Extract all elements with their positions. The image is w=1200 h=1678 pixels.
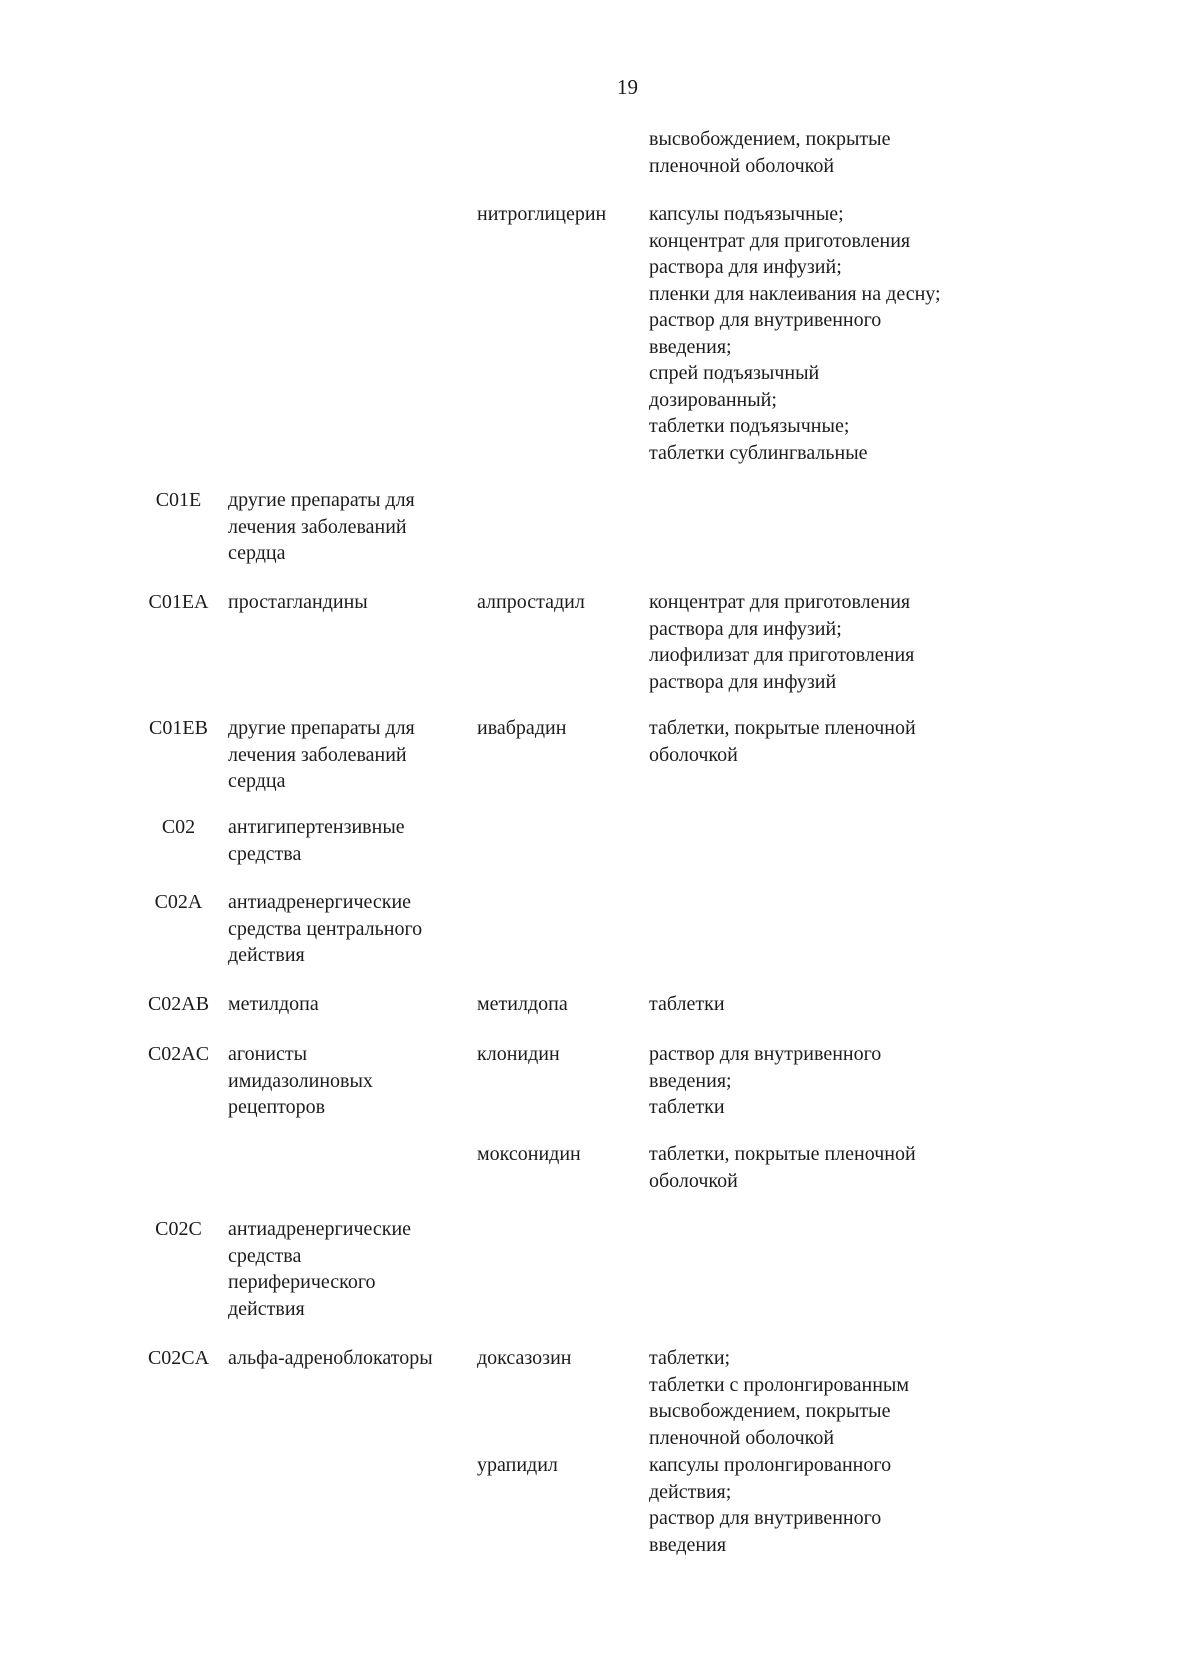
dosage-forms: [649, 201, 1009, 466]
pharmacological-group: [228, 589, 468, 616]
group-line: рецепторов: [228, 1096, 326, 1118]
drug-name: алпростадил: [477, 591, 585, 613]
group-line: средства центрального: [228, 917, 423, 940]
dosage-form-line: лиофилизат для приготовления: [649, 644, 915, 666]
dosage-forms: [649, 126, 1009, 179]
dosage-form-line: раствор для внутривенного: [649, 1507, 882, 1529]
page-number: 19: [617, 75, 638, 99]
dosage-forms: [649, 991, 1009, 1018]
atc-code: C02: [161, 816, 196, 838]
dosage-form-line: пленочной оболочкой: [649, 1426, 835, 1449]
group-line: имидазолиновых: [228, 1069, 373, 1092]
drug-name: клонидин: [477, 1043, 560, 1065]
pharmacological-group: [228, 1041, 468, 1121]
dosage-form-line: пленочной оболочкой: [649, 154, 835, 177]
group-line: средства: [228, 842, 302, 865]
group-line: метилдопа: [228, 993, 319, 1015]
dosage-form-line: раствора для инфузий;: [649, 256, 842, 278]
group-line: сердца: [228, 542, 286, 564]
dosage-form-line: спрей подъязычный: [649, 362, 820, 384]
dosage-form-line: введения: [649, 1533, 727, 1556]
dosage-form-line: таблетки: [649, 1096, 725, 1118]
dosage-form-line: таблетки: [649, 993, 725, 1015]
atc-code: C02AC: [147, 1043, 210, 1065]
group-line: действия: [228, 944, 305, 966]
dosage-form-line: капсулы подъязычные;: [649, 203, 844, 225]
pharmacological-group: [228, 487, 468, 567]
pharmacological-group: [228, 1345, 468, 1372]
group-line: лечения заболеваний: [228, 743, 407, 766]
drug-name: ивабрадин: [477, 717, 567, 739]
group-line: другие препараты для: [228, 489, 415, 511]
dosage-forms: [649, 1345, 1009, 1451]
dosage-forms: [649, 1452, 1009, 1558]
drug-name: доксазозин: [477, 1347, 572, 1369]
group-line: другие препараты для: [228, 717, 415, 739]
atc-code: C02A: [154, 891, 203, 913]
dosage-form-line: таблетки подъязычные;: [649, 415, 850, 437]
group-line: агонисты: [228, 1043, 308, 1065]
dosage-forms: [649, 1041, 1009, 1121]
pharmacological-group: [228, 991, 468, 1018]
dosage-form-line: раствора для инфузий;: [649, 617, 842, 640]
group-line: антиадренергические: [228, 1218, 412, 1240]
dosage-form-line: введения;: [649, 335, 732, 358]
group-line: альфа-адреноблокаторы: [228, 1347, 433, 1369]
drug-name: нитроглицерин: [477, 203, 607, 225]
dosage-form-line: концентрат для приготовления: [649, 229, 911, 252]
group-line: средства: [228, 1244, 302, 1267]
pharmacological-group: [228, 715, 468, 795]
group-line: антигипертензивные: [228, 816, 405, 838]
dosage-form-line: дозированный;: [649, 388, 777, 411]
drug-name: урапидил: [477, 1454, 558, 1476]
atc-code: C01E: [155, 489, 202, 511]
dosage-form-line: раствора для инфузий: [649, 670, 837, 693]
dosage-form-line: таблетки, покрытые пленочной: [649, 717, 916, 739]
dosage-form-line: концентрат для приготовления: [649, 591, 911, 613]
atc-code: C02AB: [147, 993, 210, 1015]
group-line: простагландины: [228, 591, 368, 613]
dosage-forms: [649, 1141, 1009, 1194]
dosage-form-line: таблетки;: [649, 1347, 731, 1369]
dosage-form-line: высвобождением, покрытые: [649, 128, 891, 150]
dosage-form-line: раствор для внутривенного: [649, 309, 882, 331]
dosage-form-line: капсулы пролонгированного: [649, 1454, 892, 1476]
dosage-form-line: таблетки сублингвальные: [649, 441, 868, 464]
atc-code: C02C: [155, 1218, 202, 1240]
group-line: сердца: [228, 770, 286, 792]
dosage-form-line: оболочкой: [649, 743, 738, 766]
dosage-forms: [649, 589, 1009, 695]
pharmacological-group: [228, 889, 468, 969]
dosage-form-line: пленки для наклеивания на десну;: [649, 282, 941, 305]
dosage-forms: [649, 715, 1009, 768]
pharmacological-group: [228, 1216, 468, 1322]
dosage-form-line: оболочкой: [649, 1169, 738, 1192]
group-line: действия: [228, 1297, 305, 1320]
atc-code: C01EA: [148, 591, 209, 613]
dosage-form-line: раствор для внутривенного: [649, 1043, 882, 1065]
atc-code: C02CA: [147, 1347, 210, 1369]
dosage-form-line: таблетки, покрытые пленочной: [649, 1143, 916, 1165]
group-line: периферического: [228, 1271, 376, 1293]
atc-code: C01EB: [149, 717, 208, 739]
dosage-form-line: таблетки с пролонгированным: [649, 1373, 910, 1396]
pharmacological-group: [228, 814, 468, 867]
dosage-form-line: введения;: [649, 1069, 732, 1092]
dosage-form-line: действия;: [649, 1480, 732, 1503]
drug-name: моксонидин: [477, 1143, 581, 1165]
dosage-form-line: высвобождением, покрытые: [649, 1400, 891, 1422]
drug-name: метилдопа: [477, 993, 568, 1015]
group-line: антиадренергические: [228, 891, 412, 913]
group-line: лечения заболеваний: [228, 515, 407, 538]
